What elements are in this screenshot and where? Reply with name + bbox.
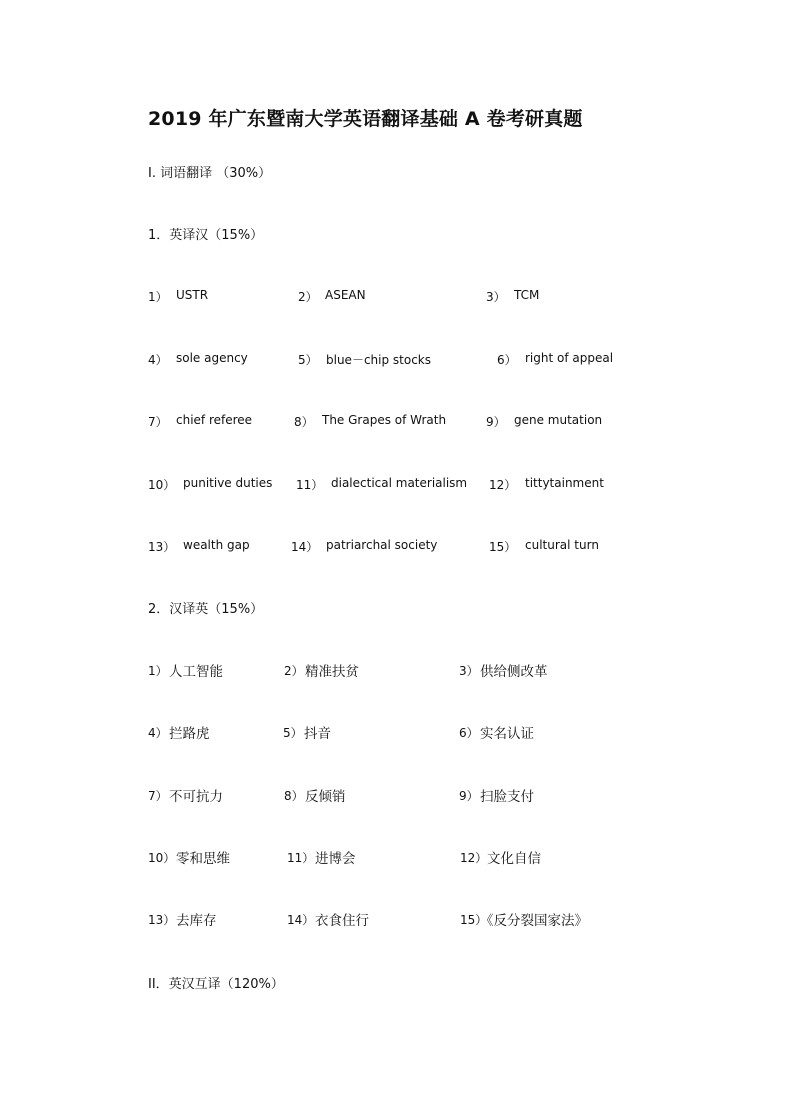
zh-en-item-term: 去库存 (176, 913, 217, 929)
en-zh-item-term: TCM (514, 288, 540, 302)
en-zh-item-term: The Grapes of Wrath (322, 413, 447, 427)
zh-en-item-number: 12） (460, 851, 488, 865)
en-zh-row (0, 474, 790, 494)
en-zh-item-number: 8） (294, 415, 314, 429)
zh-en-item-term: 拦路虎 (169, 726, 210, 742)
zh-en-item-term: 供给侧改革 (480, 664, 548, 680)
en-zh-item-term: USTR (176, 288, 209, 302)
zh-en-row (0, 909, 790, 929)
zh-en-row (0, 660, 790, 680)
en-zh-item-term: cultural turn (525, 538, 599, 552)
zh-en-item-number: 4） (148, 726, 168, 740)
zh-en-item-number: 10） (148, 851, 176, 865)
zh-en-item-term: 反倾销 (305, 789, 346, 805)
en-zh-item-term: tittytainment (525, 476, 604, 490)
en-zh-item-number: 14） (291, 540, 319, 554)
zh-en-item-number: 2） (284, 664, 304, 678)
en-zh-item-term: chief referee (176, 413, 253, 427)
part-2-heading: 2．汉译英（15%） (148, 602, 264, 617)
en-zh-item-number: 13） (148, 540, 176, 554)
zh-en-item-number: 9） (459, 789, 479, 803)
en-zh-item-term: blue－chip stocks (326, 353, 432, 367)
en-zh-item-number: 12） (489, 478, 517, 492)
en-zh-row (0, 286, 790, 306)
zh-en-item-term: 《反分裂国家法》 (480, 913, 588, 929)
zh-en-item-term: 精准扶贫 (305, 664, 359, 680)
en-zh-item-number: 9） (486, 415, 506, 429)
en-zh-item-number: 15） (489, 540, 517, 554)
en-zh-item-term: right of appeal (525, 351, 614, 365)
zh-en-item-number: 6） (459, 726, 479, 740)
zh-en-item-number: 7） (148, 789, 168, 803)
zh-en-item-number: 8） (284, 789, 304, 803)
en-zh-item-number: 1） (148, 290, 168, 304)
section-1-heading: I. 词语翻译 （30%） (148, 166, 272, 181)
zh-en-item-term: 实名认证 (480, 726, 534, 742)
zh-en-item-number: 15） (460, 913, 488, 927)
en-zh-item-number: 6） (497, 353, 517, 367)
en-zh-item-number: 4） (148, 353, 168, 367)
zh-en-item-number: 1） (148, 664, 168, 678)
zh-en-item-number: 14） (287, 913, 315, 927)
zh-en-item-number: 11） (287, 851, 315, 865)
en-zh-item-number: 10） (148, 478, 176, 492)
zh-en-item-term: 文化自信 (487, 851, 541, 867)
zh-en-item-term: 人工智能 (169, 664, 223, 680)
zh-en-row (0, 722, 790, 742)
part-1-heading: 1．英译汉（15%） (148, 228, 264, 243)
en-zh-item-term: ASEAN (325, 288, 366, 302)
zh-en-item-term: 进博会 (315, 851, 356, 867)
section-2-heading: II．英汉互译（120%） (148, 977, 284, 992)
zh-en-item-term: 衣食住行 (315, 913, 369, 929)
page-title: 2019 年广东暨南大学英语翻译基础 A 卷考研真题 (148, 108, 583, 130)
en-zh-item-term: patriarchal society (326, 538, 438, 552)
en-zh-item-number: 3） (486, 290, 506, 304)
zh-en-row (0, 785, 790, 805)
en-zh-item-term: wealth gap (183, 538, 250, 552)
en-zh-row (0, 411, 790, 431)
en-zh-item-number: 7） (148, 415, 168, 429)
en-zh-row (0, 536, 790, 556)
zh-en-item-term: 零和思维 (176, 851, 230, 867)
en-zh-item-term: punitive duties (183, 476, 273, 490)
zh-en-row (0, 847, 790, 867)
zh-en-item-number: 5） (283, 726, 303, 740)
en-zh-item-term: gene mutation (514, 413, 603, 427)
zh-en-item-term: 抖音 (304, 726, 331, 742)
zh-en-item-term: 扫脸支付 (480, 789, 534, 805)
zh-en-item-term: 不可抗力 (169, 789, 223, 805)
zh-en-item-number: 13） (148, 913, 176, 927)
zh-en-item-number: 3） (459, 664, 479, 678)
en-zh-item-number: 5） (298, 353, 318, 367)
en-zh-item-term: sole agency (176, 351, 248, 365)
en-zh-row (0, 349, 790, 369)
en-zh-item-term: dialectical materialism (331, 476, 468, 490)
en-zh-item-number: 2） (298, 290, 318, 304)
en-zh-item-number: 11） (296, 478, 324, 492)
